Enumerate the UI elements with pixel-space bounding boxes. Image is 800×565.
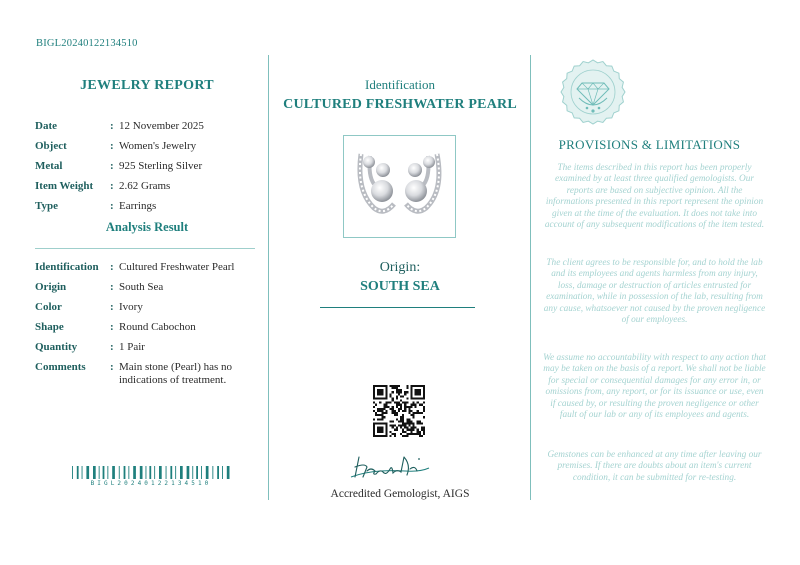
origin-divider <box>320 307 475 308</box>
analysis-key: Comments <box>35 361 86 373</box>
report-id: BIGL20240122134510 <box>36 38 138 49</box>
analysis-colon: : <box>110 301 114 313</box>
provisions-paragraph: We assume no accountability with respect to any action that may be taken on the basis of a report. We shall not be liable for special or consequential damages for any error in, or omissions from, any report, or for its issuance or use, even if caused by, or resulting the proven negligence or other fault of our lab or any of its employees and agents. <box>543 353 766 421</box>
detail-key: Metal <box>35 160 63 172</box>
analysis-value: South Sea <box>119 281 164 293</box>
diamond-seal-icon <box>555 58 631 126</box>
analysis-colon: : <box>110 341 114 353</box>
qr-code-icon[interactable] <box>373 385 425 437</box>
provisions-title: PROVISIONS & LIMITATIONS <box>558 137 741 152</box>
detail-key: Date <box>35 120 57 132</box>
detail-value: 12 November 2025 <box>119 120 204 132</box>
divider-right <box>530 55 531 500</box>
analysis-colon: : <box>110 321 114 333</box>
detail-key: Item Weight <box>35 180 94 192</box>
report-title: JEWELRY REPORT <box>80 78 214 93</box>
detail-value: Earrings <box>119 200 157 212</box>
detail-key: Type <box>35 200 59 212</box>
provisions-paragraph: The items described in this report has been properly examined by at least three qualified gemologists. Our reports are based on subjective opinion. All the informations presented in this report represent the opinion given at the time of the evaluation. It does not take into account of any subsequent modifications of the item tested. <box>544 163 765 231</box>
analysis-key: Identification <box>35 261 99 273</box>
analysis-value: Main stone (Pearl) has no indications of treatment. <box>119 361 233 386</box>
detail-colon: : <box>110 120 114 132</box>
barcode-text: BIGL20240122134510 <box>90 480 212 487</box>
analysis-value: Cultured Freshwater Pearl <box>119 261 235 273</box>
detail-key: Object <box>35 140 67 152</box>
analysis-colon: : <box>110 281 114 293</box>
earrings-photo <box>343 135 456 238</box>
signature-icon <box>345 447 435 485</box>
analysis-key: Origin <box>35 281 67 293</box>
analysis-colon: : <box>110 361 114 373</box>
detail-colon: : <box>110 160 114 172</box>
provisions-paragraph: The client agrees to be responsible for, and to hold the lab and its employees and agents harmless from any injury, loss, damage or destruction of articles entrusted for examination, while in possession of the lab, resulting from any cause, whatsoever not caused by the proven negligence of our employees. <box>543 258 766 326</box>
detail-colon: : <box>110 200 114 212</box>
detail-value: 925 Sterling Silver <box>119 160 203 172</box>
detail-colon: : <box>110 140 114 152</box>
analysis-divider <box>35 248 255 249</box>
gemologist-label: Accredited Gemologist, AIGS <box>330 488 470 500</box>
analysis-value: 1 Pair <box>119 341 145 353</box>
analysis-key: Color <box>35 301 62 313</box>
provisions-paragraph: Gemstones can be enhanced at any time after leaving our premises. If there are doubts about an item's current condition, it can be submitted for re-testing. <box>547 450 762 483</box>
origin-label: Origin: <box>379 260 421 275</box>
origin-value: SOUTH SEA <box>360 279 440 294</box>
barcode-icon <box>72 466 230 479</box>
detail-colon: : <box>110 180 114 192</box>
detail-value: 2.62 Grams <box>119 180 171 192</box>
analysis-key: Shape <box>35 321 64 333</box>
detail-value: Women's Jewelry <box>119 140 197 152</box>
identification-label: Identification <box>364 77 436 92</box>
analysis-value: Round Cabochon <box>119 321 196 333</box>
analysis-value: Ivory <box>119 301 143 313</box>
analysis-key: Quantity <box>35 341 78 353</box>
analysis-colon: : <box>110 261 114 273</box>
analysis-title: Analysis Result <box>105 220 189 234</box>
earrings-image <box>344 136 455 237</box>
identification-title: CULTURED FRESHWATER PEARL <box>283 97 517 112</box>
